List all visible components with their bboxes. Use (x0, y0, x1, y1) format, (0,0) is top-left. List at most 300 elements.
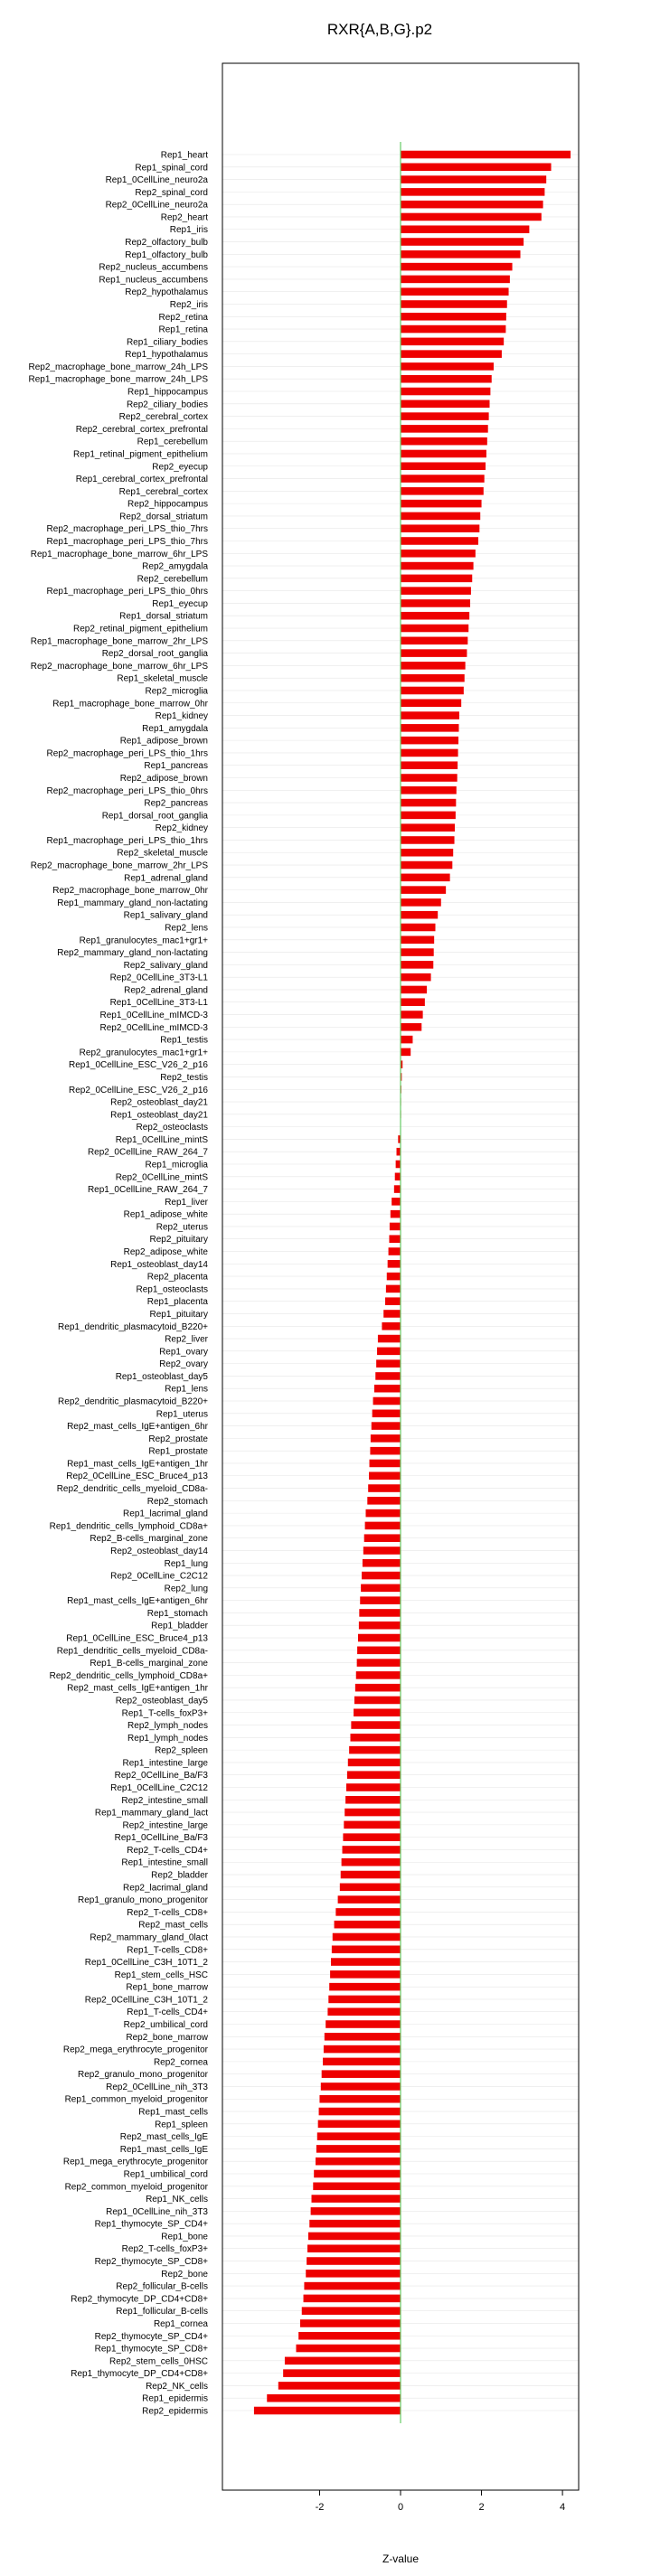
bar (321, 2082, 401, 2091)
category-label: Rep1_0CellLine_ESC_V26_2_p16 (68, 1060, 208, 1071)
bar (401, 338, 504, 346)
category-label: Rep1_dorsal_striatum (119, 611, 208, 622)
bar (397, 1148, 401, 1156)
bar (314, 2170, 401, 2178)
bar (401, 537, 478, 545)
bar (401, 874, 450, 882)
bar (335, 1908, 401, 1916)
bar (313, 2183, 401, 2191)
bar (363, 1547, 401, 1555)
category-label: Rep1_thymocyte_SP_CD4+ (94, 2219, 208, 2230)
bar (401, 998, 425, 1006)
bar (386, 1285, 401, 1293)
category-label: Rep2_lens (165, 923, 208, 934)
category-label: Rep2_placenta (146, 1272, 208, 1283)
x-axis-title: Z-value (382, 2552, 420, 2565)
category-label: Rep2_thymocyte_SP_CD8+ (94, 2257, 208, 2268)
category-label: Rep1_skeletal_muscle (117, 673, 208, 684)
category-label: Rep2_retina (158, 312, 208, 323)
bar (401, 550, 476, 558)
category-label: Rep2_T-cells_CD4+ (127, 1845, 208, 1856)
bar (388, 1260, 401, 1268)
bar (360, 1596, 401, 1604)
bar (401, 400, 490, 409)
category-label: Rep2_0CellLine_mIMCD-3 (99, 1022, 208, 1033)
bar (319, 2108, 401, 2116)
bar (348, 1759, 401, 1767)
category-labels (29, 151, 209, 2417)
category-label: Rep1_epidermis (142, 2393, 208, 2404)
bar (401, 375, 492, 383)
category-label: Rep2_0CellLine_nih_3T3 (106, 2082, 208, 2092)
category-label: Rep2_liver (165, 1334, 208, 1345)
category-label: Rep1_retina (158, 324, 208, 335)
bar (319, 2095, 401, 2103)
category-label: Rep2_hypothalamus (125, 287, 208, 298)
bar (306, 2270, 401, 2278)
bar (401, 849, 453, 857)
category-label: Rep2_epidermis (142, 2406, 208, 2417)
category-label: Rep1_macrophage_peri_LPS_thio_0hrs (46, 587, 208, 597)
bar (331, 1958, 401, 1966)
category-label: Rep2_dorsal_striatum (119, 512, 208, 522)
category-label: Rep1_granulocytes_mac1+gr1+ (79, 935, 208, 946)
category-label: Rep2_cornea (153, 2057, 208, 2068)
category-label: Rep2_stomach (146, 1496, 208, 1507)
bar (283, 2369, 401, 2377)
category-label: Rep2_bone (161, 2269, 208, 2280)
category-label: Rep2_dendritic_cells_myeloid_CD8a- (56, 1484, 208, 1495)
category-label: Rep1_heart (160, 150, 208, 161)
bar (401, 612, 469, 620)
bar (401, 761, 458, 769)
category-label: Rep1_bone_marrow (126, 1982, 208, 1993)
category-label: Rep2_osteoblast_day14 (110, 1546, 208, 1556)
category-label: Rep2_macrophage_peri_LPS_thio_1hrs (46, 748, 208, 759)
category-label: Rep1_NK_cells (146, 2195, 208, 2205)
bar (394, 1185, 401, 1193)
bar (401, 924, 436, 932)
bar (401, 388, 490, 396)
category-label: Rep1_iris (169, 225, 208, 236)
category-label: Rep1_0CellLine_3T3-L1 (109, 998, 208, 1009)
category-label: Rep2_prostate (148, 1434, 208, 1444)
bar (338, 1895, 401, 1904)
bar (370, 1447, 401, 1455)
bar (343, 1833, 401, 1841)
category-label: Rep1_pituitary (149, 1309, 208, 1320)
category-label: Rep1_macrophage_bone_marrow_6hr_LPS (30, 549, 208, 559)
category-label: Rep2_bone_marrow (126, 2032, 208, 2043)
category-label: Rep1_ovary (159, 1347, 208, 1358)
category-label: Rep1_dendritic_cells_lymphoid_CD8a+ (49, 1521, 208, 1532)
category-label: Rep1_cerebral_cortex_prefrontal (75, 475, 208, 485)
category-label: Rep1_prostate (148, 1446, 208, 1457)
category-label: Rep1_mast_cells_IgE+antigen_6hr (67, 1596, 208, 1607)
bar (342, 1858, 401, 1866)
bar (401, 164, 552, 172)
category-label: Rep1_amygdala (142, 723, 208, 734)
category-label: Rep2_macrophage_bone_marrow_0hr (52, 886, 208, 897)
bar (401, 575, 472, 583)
category-label: Rep2_hippocampus (127, 499, 208, 510)
category-label: Rep2_macrophage_peri_LPS_thio_7hrs (46, 524, 208, 535)
bar (401, 1011, 423, 1019)
category-label: Rep2_olfactory_bulb (125, 238, 208, 249)
category-label: Rep1_pancreas (144, 761, 208, 772)
bar (401, 151, 571, 159)
bar (347, 1771, 401, 1779)
category-label: Rep1_lens (165, 1384, 208, 1395)
bar (312, 2195, 401, 2203)
bar (390, 1223, 401, 1231)
x-tick-label: 0 (397, 2502, 404, 2513)
category-label: Rep2_osteoblast_day5 (115, 1696, 208, 1706)
bar (401, 437, 487, 446)
category-label: Rep1_adrenal_gland (124, 873, 208, 884)
bar (304, 2295, 401, 2303)
x-tick-label: 2 (478, 2502, 485, 2513)
bar (317, 2132, 401, 2140)
bar (373, 1397, 401, 1406)
bar (359, 1622, 401, 1630)
category-label: Rep1_ciliary_bodies (126, 337, 208, 348)
category-label: Rep2_0CellLine_3T3-L1 (109, 973, 208, 983)
category-label: Rep2_kidney (155, 823, 208, 834)
category-label: Rep1_thymocyte_SP_CD8+ (94, 2344, 208, 2355)
bar (401, 625, 468, 633)
category-label: Rep2_0CellLine_C3H_10T1_2 (84, 1995, 208, 2006)
bar (401, 799, 456, 807)
bar (267, 2394, 401, 2402)
category-label: Rep1_eyecup (152, 598, 208, 609)
category-label: Rep1_hippocampus (127, 387, 208, 398)
bar (401, 986, 427, 994)
bar (371, 1434, 401, 1443)
bar (401, 674, 465, 682)
bar (401, 637, 467, 645)
category-label: Rep1_olfactory_bulb (125, 249, 208, 260)
category-label: Rep1_bone (161, 2232, 208, 2242)
category-label: Rep2_bladder (151, 1870, 208, 1881)
bar (401, 898, 441, 907)
category-label: Rep1_osteoblast_day14 (110, 1259, 208, 1270)
bar (370, 1460, 401, 1468)
bar (401, 1036, 412, 1044)
category-label: Rep1_mast_cells (138, 2107, 208, 2118)
category-label: Rep2_pancreas (144, 798, 208, 809)
bar (358, 1634, 401, 1642)
category-label: Rep1_0CellLine_nih_3T3 (106, 2206, 208, 2217)
category-label: Rep2_lymph_nodes (127, 1721, 208, 1732)
bar (387, 1273, 401, 1281)
category-label: Rep2_dorsal_root_ganglia (101, 649, 208, 660)
category-label: Rep1_testis (160, 1035, 208, 1046)
x-axis (316, 2490, 566, 2513)
category-label: Rep2_adipose_white (123, 1247, 208, 1258)
category-label: Rep2_adrenal_gland (124, 985, 208, 996)
bar (346, 1783, 401, 1791)
category-label: Rep1_osteoclasts (136, 1284, 208, 1295)
bar (341, 1871, 401, 1879)
category-label: Rep2_spleen (155, 1745, 208, 1756)
bar (389, 1247, 401, 1255)
category-label: Rep2_mammary_gland_0lact (90, 1932, 208, 1943)
category-label: Rep2_macrophage_bone_marrow_24h_LPS (28, 362, 208, 372)
category-label: Rep1_macrophage_bone_marrow_24h_LPS (28, 374, 208, 385)
category-label: Rep2_granulo_mono_progenitor (78, 2070, 208, 2081)
category-label: Rep2_osteoblast_day21 (110, 1097, 208, 1108)
bar (401, 263, 513, 271)
category-label: Rep2_0CellLine_ESC_Bruce4_p13 (66, 1471, 208, 1482)
category-label: Rep2_0CellLine_ESC_V26_2_p16 (68, 1085, 208, 1095)
category-label: Rep2_cerebellum (137, 574, 208, 585)
bar (401, 1048, 410, 1057)
category-label: Rep2_mammary_gland_non-lactating (57, 948, 208, 959)
category-label: Rep1_stomach (146, 1608, 208, 1619)
bar (401, 935, 434, 944)
bar (335, 1921, 401, 1929)
category-label: Rep2_macrophage_bone_marrow_2hr_LPS (30, 860, 208, 871)
bar (309, 2220, 401, 2228)
bar (307, 2257, 401, 2265)
bar (316, 2145, 401, 2153)
bar (401, 774, 458, 782)
bar (401, 250, 521, 259)
category-label: Rep1_T-cells_CD4+ (127, 2007, 208, 2018)
category-label: Rep2_dendritic_cells_lymphoid_CD8a+ (49, 1670, 208, 1681)
category-label: Rep1_osteoblast_day21 (110, 1110, 208, 1121)
category-label: Rep2_macrophage_peri_LPS_thio_0hrs (46, 785, 208, 796)
bar (401, 325, 505, 334)
category-label: Rep2_adipose_brown (119, 774, 208, 785)
bar (401, 786, 457, 794)
category-label: Rep2_intestine_small (121, 1795, 208, 1806)
bar (357, 1647, 401, 1655)
category-label: Rep1_mammary_gland_lact (94, 1808, 208, 1819)
bar (369, 1471, 401, 1480)
category-label: Rep1_spinal_cord (135, 163, 208, 174)
bar (364, 1534, 401, 1542)
category-label: Rep1_kidney (155, 711, 208, 722)
category-label: Rep1_B-cells_marginal_zone (90, 1659, 208, 1669)
category-label: Rep2_retinal_pigment_epithelium (73, 624, 208, 635)
category-label: Rep2_0CellLine_C2C12 (110, 1571, 208, 1582)
category-label: Rep2_ovary (159, 1359, 208, 1370)
bar (359, 1609, 401, 1617)
category-label: Rep1_osteoblast_day5 (115, 1371, 208, 1382)
category-label: Rep1_lung (164, 1558, 208, 1569)
bar (401, 238, 524, 246)
category-label: Rep2_macrophage_bone_marrow_6hr_LPS (30, 661, 208, 672)
bar (365, 1522, 401, 1530)
category-label: Rep2_common_myeloid_progenitor (64, 2182, 208, 2193)
category-label: Rep1_mammary_gland_non-lactating (57, 898, 208, 908)
bar (401, 724, 458, 732)
bar (378, 1335, 401, 1343)
bar (401, 911, 438, 919)
bar (356, 1671, 401, 1679)
bar (401, 425, 488, 433)
bar (324, 2045, 401, 2054)
category-label: Rep1_T-cells_CD8+ (127, 1945, 208, 1956)
bar (392, 1198, 401, 1206)
category-label: Rep2_0CellLine_RAW_264_7 (87, 1147, 208, 1158)
category-label: Rep1_adipose_white (123, 1209, 208, 1220)
bar (365, 1509, 401, 1518)
category-label: Rep2_spinal_cord (135, 187, 208, 198)
category-label: Rep1_0CellLine_C3H_10T1_2 (84, 1958, 208, 1969)
bar (316, 2158, 401, 2166)
category-label: Rep1_macrophage_peri_LPS_thio_7hrs (46, 536, 208, 547)
category-label: Rep1_0CellLine_C2C12 (110, 1782, 208, 1793)
bar (374, 1385, 401, 1393)
category-label: Rep1_0CellLine_RAW_264_7 (87, 1185, 208, 1196)
category-label: Rep1_granulo_mono_progenitor (78, 1895, 208, 1906)
bar (401, 500, 482, 508)
category-label: Rep1_0CellLine_Ba/F3 (114, 1833, 208, 1844)
bar (401, 562, 474, 570)
category-label: Rep1_dendritic_plasmacytoid_B220+ (58, 1321, 208, 1332)
category-label: Rep2_eyecup (152, 462, 208, 473)
category-label: Rep1_intestine_large (122, 1758, 208, 1769)
bar (343, 1846, 401, 1854)
bar (401, 1023, 421, 1031)
bar (300, 2319, 401, 2327)
bar (401, 412, 489, 420)
bar (298, 2332, 401, 2340)
bar (254, 2407, 401, 2415)
category-label: Rep2_follicular_B-cells (116, 2281, 208, 2292)
category-label: Rep1_salivary_gland (123, 910, 208, 921)
category-label: Rep2_thymocyte_DP_CD4+CD8+ (71, 2294, 208, 2305)
bar (322, 2070, 401, 2078)
category-label: Rep1_retinal_pigment_epithelium (73, 449, 208, 460)
category-label: Rep1_0CellLine_neuro2a (105, 175, 208, 186)
bar (354, 1708, 401, 1716)
bar (318, 2120, 401, 2129)
bar (401, 350, 502, 358)
bar (391, 1210, 401, 1218)
bar (401, 287, 509, 296)
bar (329, 1983, 401, 1991)
bar (330, 1970, 401, 1979)
category-label: Rep1_dendritic_cells_myeloid_CD8a- (56, 1646, 208, 1657)
bar (385, 1297, 401, 1305)
bar (401, 699, 461, 707)
bar (389, 1235, 401, 1243)
chart-title: RXR{A,B,G}.p2 (326, 21, 433, 38)
category-label: Rep2_nucleus_accumbens (99, 262, 208, 273)
bar (285, 2357, 401, 2365)
bar (383, 1310, 401, 1318)
bar (325, 2033, 401, 2041)
category-label: Rep1_follicular_B-cells (116, 2307, 208, 2317)
category-label: Rep1_cerebellum (137, 437, 208, 447)
category-label: Rep1_0CellLine_ESC_Bruce4_p13 (66, 1633, 208, 1644)
bar (308, 2233, 401, 2241)
bar (278, 2382, 401, 2390)
category-label: Rep2_0CellLine_neuro2a (105, 200, 208, 211)
category-label: Rep2_stem_cells_0HSC (109, 2356, 208, 2367)
bar (361, 1584, 401, 1593)
bar (401, 201, 543, 209)
category-label: Rep2_skeletal_muscle (117, 848, 208, 859)
category-label: Rep2_pituitary (149, 1235, 208, 1246)
bar (401, 861, 452, 870)
bar (401, 175, 546, 183)
bar (363, 1559, 401, 1567)
category-label: Rep1_cerebral_cortex (118, 486, 208, 497)
category-label: Rep1_lacrimal_gland (123, 1509, 208, 1519)
bar (362, 1572, 401, 1580)
category-label: Rep2_mega_erythrocyte_progenitor (62, 2045, 208, 2055)
bar (401, 649, 467, 657)
category-label: Rep2_cerebral_cortex (118, 412, 208, 423)
bar (401, 524, 479, 532)
category-label: Rep1_lymph_nodes (127, 1733, 208, 1744)
bar (373, 1410, 401, 1418)
category-label: Rep2_cerebral_cortex_prefrontal (75, 424, 208, 435)
bar (401, 450, 486, 458)
category-label: Rep1_placenta (146, 1297, 208, 1308)
category-label: Rep2_dendritic_plasmacytoid_B220+ (58, 1396, 208, 1407)
bar (344, 1809, 401, 1817)
category-label: Rep1_liver (165, 1197, 208, 1208)
bars (254, 151, 571, 2415)
bar (296, 2345, 401, 2353)
category-label: Rep2_mast_cells_IgE+antigen_1hr (67, 1683, 208, 1694)
category-label: Rep2_uterus (156, 1222, 208, 1233)
bar (328, 1996, 401, 2004)
category-label: Rep2_mast_cells_IgE+antigen_6hr (67, 1422, 208, 1433)
category-label: Rep1_intestine_small (121, 1857, 208, 1868)
bar (349, 1746, 401, 1754)
category-label: Rep1_macrophage_bone_marrow_0hr (52, 699, 208, 710)
category-label: Rep1_stem_cells_HSC (114, 1970, 208, 1980)
bar (401, 462, 486, 470)
bar (326, 2020, 401, 2028)
category-label: Rep2_mast_cells (138, 1920, 208, 1931)
category-label: Rep2_lung (164, 1584, 208, 1594)
category-label: Rep1_common_myeloid_progenitor (64, 2094, 208, 2105)
category-label: Rep1_mega_erythrocyte_progenitor (62, 2157, 208, 2167)
bar (401, 475, 485, 483)
bar (333, 1933, 401, 1941)
bar (401, 587, 471, 595)
category-label: Rep2_B-cells_marginal_zone (90, 1534, 208, 1545)
bar (372, 1422, 401, 1430)
bar (304, 2282, 401, 2290)
category-label: Rep1_0CellLine_mintS (115, 1134, 208, 1145)
bar (327, 2007, 401, 2016)
category-label: Rep1_microglia (145, 1160, 208, 1170)
category-label: Rep1_macrophage_bone_marrow_2hr_LPS (30, 636, 208, 647)
bar (323, 2058, 401, 2066)
category-label: Rep2_thymocyte_SP_CD4+ (94, 2331, 208, 2342)
bar (401, 512, 480, 521)
category-label: Rep2_intestine_large (122, 1820, 208, 1831)
bar (401, 362, 494, 371)
category-label: Rep1_T-cells_foxP3+ (121, 1708, 208, 1719)
category-label: Rep2_0CellLine_mintS (115, 1172, 208, 1183)
category-label: Rep2_heart (160, 212, 208, 223)
bar (401, 662, 466, 670)
bar (377, 1348, 401, 1356)
category-label: Rep1_mast_cells_IgE (119, 2144, 208, 2155)
bar (401, 225, 529, 233)
category-label: Rep2_granulocytes_mac1+gr1+ (79, 1048, 208, 1058)
